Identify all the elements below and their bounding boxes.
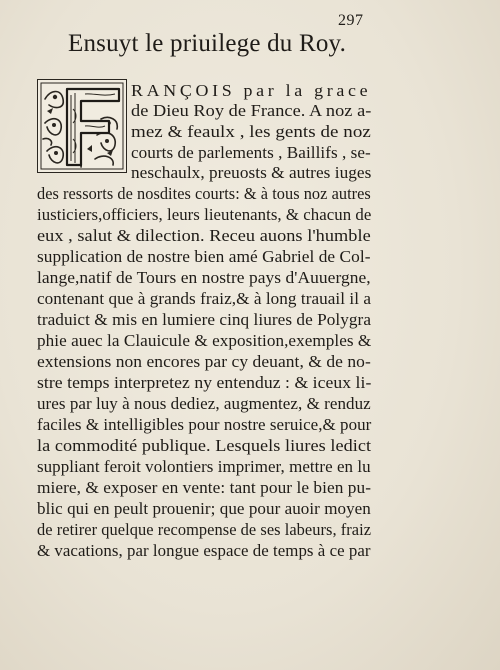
text-line: mez & feaulx , les gents de noz xyxy=(131,122,371,141)
text-line: contenant que à grands fraiz,& à long trauail il a xyxy=(37,289,372,308)
text-line: traduict & mis en lumiere cinq liures de Polygra xyxy=(37,310,372,329)
page-title: Ensuyt le priuilege du Roy. xyxy=(68,30,347,57)
page-number: 297 xyxy=(338,12,364,29)
text-line: la commodité publique. Lesquels liures ledict xyxy=(37,436,372,455)
text-line: faciles & intelligibles pour nostre seruice,& pour xyxy=(37,415,372,434)
text-line: de retirer quelque recompense de ses labeurs, fraiz xyxy=(37,520,372,539)
text-line: neschaulx, preuosts & autres iuges xyxy=(131,163,372,182)
text-line: stre temps interpretez ny entenduz : & iceux li- xyxy=(37,373,372,392)
text-line: des ressorts de nosdites courts: & à tous noz autres xyxy=(37,184,371,203)
text-line: supplication de nostre bien amé Gabriel de Col- xyxy=(37,247,371,266)
text-line: & vacations, par longue espace de temps à ce par xyxy=(37,541,371,560)
text-line: phie auec la Clauicule & exposition,exemples & xyxy=(37,331,372,350)
text-line: suppliant feroit volontiers imprimer, mettre en lu xyxy=(37,457,371,476)
text-line: de Dieu Roy de France. A noz a- xyxy=(131,101,372,120)
text-line: blic qui en peult prouenir; que pour auoir moyen xyxy=(37,499,371,518)
text-line: iusticiers,officiers, leurs lieutenants, & chacun de xyxy=(37,205,372,224)
text-line: extensions non encores par cy deuant, & de no- xyxy=(37,352,371,371)
text-line: ures par luy à nous dediez, augmentez, & renduz xyxy=(37,394,371,413)
text-line: eux , salut & dilection. Receu auons l'humble xyxy=(37,226,371,245)
text-line: courts de parlements , Baillifs , se- xyxy=(131,143,371,162)
text-line: RANÇOIS par la grace xyxy=(131,81,372,100)
text-line: miere, & exposer en vente: tant pour le bien pu- xyxy=(37,478,372,497)
text-line: lange,natif de Tours en nostre pays d'Auuergne, xyxy=(37,268,371,287)
